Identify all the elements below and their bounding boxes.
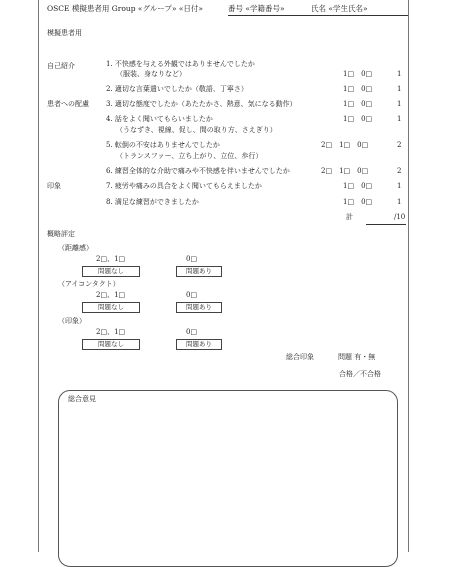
item-6-text: 6. 練習全体的な介助で痛みや不快感を伴いませんでしたか: [106, 167, 290, 175]
item-3-scores[interactable]: 1□ 0□: [343, 100, 373, 108]
page-right-border: [408, 0, 409, 552]
item-4-max: 1: [397, 115, 402, 123]
item-3-text: 3. 適切な態度でしたか（あたたかさ、熱意、気になる動作）: [106, 100, 297, 108]
overall-comment-box[interactable]: [58, 390, 398, 567]
overview-impression-opt-right[interactable]: 0□: [186, 328, 198, 336]
item-1-max: 1: [397, 70, 402, 78]
category-impression: 印象: [47, 182, 61, 190]
overall-impression-label: 総合印象: [286, 353, 314, 361]
item-3-max: 1: [397, 100, 402, 108]
item-8-max: 1: [397, 198, 402, 206]
item-7-scores[interactable]: 1□ 0□: [343, 182, 373, 190]
overview-eyecontact-problem: 問題あり: [176, 302, 222, 313]
item-8-scores[interactable]: 1□ 0□: [343, 198, 373, 206]
item-7-text: 7. 疲労や痛みの具合をよく聞いてもらえましたか: [106, 182, 262, 190]
form-title: OSCE 模擬患者用 Group «グループ» «日付»: [47, 4, 204, 13]
overview-title: 概略評定: [47, 230, 75, 238]
header-underline: [228, 15, 408, 16]
overview-distance-opt-right[interactable]: 0□: [186, 255, 198, 263]
overview-distance-problem: 問題あり: [176, 266, 222, 277]
overview-impression-no-problem: 問題なし: [82, 339, 140, 350]
total-underline: [366, 224, 406, 225]
overview-impression-problem: 問題あり: [176, 339, 222, 350]
overall-comment-title: 総合意見: [68, 395, 96, 403]
total-label: 計: [346, 213, 353, 221]
student-name-label: 氏名 «学生氏名»: [311, 4, 368, 13]
overview-eyecontact-opt-left[interactable]: 2□、1□: [96, 291, 126, 299]
overview-eyecontact-opt-right[interactable]: 0□: [186, 291, 198, 299]
overview-eyecontact-label: （アイコンタクト）: [58, 280, 120, 288]
item-5-scores[interactable]: 2□ 1□ 0□: [321, 141, 369, 149]
item-4-sub: （うなずき、視線、促し、間の取り方、さえぎり）: [116, 126, 277, 134]
overview-distance-opt-left[interactable]: 2□、1□: [96, 255, 126, 263]
item-1-text: 1. 不快感を与える外観ではありませんでしたか: [106, 60, 255, 68]
pass-fail-choice[interactable]: 合格／不合格: [339, 370, 381, 378]
page-left-border: [38, 0, 39, 552]
item-4-scores[interactable]: 1□ 0□: [343, 115, 373, 123]
item-6-max: 2: [397, 167, 402, 175]
item-2-max: 1: [397, 85, 402, 93]
item-6-scores[interactable]: 2□ 1□ 0□: [321, 167, 369, 175]
category-patient-care: 患者への配慮: [47, 100, 89, 108]
student-id-label: 番号 «学籍番号»: [228, 4, 285, 13]
section-title: 模擬患者用: [47, 29, 82, 37]
overview-impression-opt-left[interactable]: 2□、1□: [96, 328, 126, 336]
overall-problem-choice[interactable]: 問題 有・無: [338, 353, 376, 361]
item-8-text: 8. 満足な練習ができましたか: [106, 198, 199, 206]
overview-eyecontact-no-problem: 問題なし: [82, 302, 140, 313]
overview-distance-no-problem: 問題なし: [82, 266, 140, 277]
category-self-intro: 自己紹介: [47, 62, 75, 70]
overview-impression-label: （印象）: [58, 317, 86, 325]
overview-distance-label: （距離感）: [58, 244, 93, 252]
item-2-scores[interactable]: 1□ 0□: [343, 85, 373, 93]
item-5-sub: （トランスファー、立ち上がり、立位、歩行）: [116, 152, 263, 160]
item-1-sub: （服装、身なりなど）: [116, 70, 186, 78]
total-value: /10: [394, 213, 406, 221]
item-1-scores[interactable]: 1□ 0□: [343, 70, 373, 78]
item-2-text: 2. 適切な言葉遣いでしたか（敬語、丁寧さ）: [106, 85, 248, 93]
item-5-text: 5. 転倒の不安はありませんでしたか: [106, 141, 220, 149]
item-4-text: 4. 話をよく聞いてもらいましたか: [106, 115, 213, 123]
item-5-max: 2: [397, 141, 402, 149]
item-7-max: 1: [397, 182, 402, 190]
